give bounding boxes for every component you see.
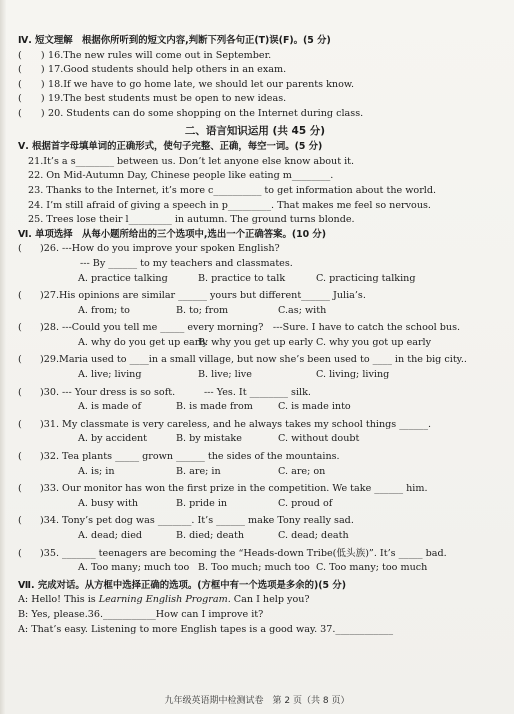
fill-blank-item: 21.It’s a s________ between us. Don’t let anyone else know about it. [28, 155, 355, 167]
option-a: A. is made of [78, 401, 142, 413]
mc-options [18, 304, 492, 319]
mc-question-stem [18, 450, 492, 465]
mc-stem-text: )31. My classmate is very careless, and he always takes my school things ______. [40, 418, 432, 430]
answer-paren: ( [18, 451, 22, 463]
section-v-items [18, 155, 492, 228]
option-b: B. practice to talk [198, 272, 286, 284]
option-c: C. is made into [278, 401, 351, 413]
option-a: A. Too many; much too [78, 562, 190, 574]
mc-options [18, 336, 492, 351]
mc-options [18, 465, 492, 480]
mc-stem-text: )29.Maria used to ____in a small village, but now she’s been used to ____ in the big city.. [40, 354, 467, 366]
section-v-title: Ⅴ. 根据首字母填单词的正确形式，使句子完整、正确，每空一词。(5 分) [18, 141, 323, 153]
option-b: B. are; in [176, 465, 221, 477]
dialogue-text: B: Yes, please.36.___________How can I improve it? [18, 608, 264, 620]
mc-options [18, 497, 492, 512]
dialogue-line [18, 608, 492, 623]
section-vii-title: Ⅶ. 完成对话。从方框中选择正确的选项。(方框中有一个选项是多余的)(5 分) [18, 579, 346, 591]
mc-options [18, 561, 492, 576]
answer-paren: ( ) [18, 93, 45, 105]
mc-stem-text: )28. ---Could you tell me _____ every morning? ---Sure. I have to catch the school bus. [40, 322, 461, 334]
option-c: C. Too many; too much [316, 562, 428, 574]
mc-options [18, 529, 492, 544]
option-b: B. pride in [176, 497, 228, 509]
tf-item-text: 18.If we have to go home late, we should let our parents know. [48, 78, 354, 90]
section-vi-items [18, 242, 492, 578]
mc-question-stem [18, 242, 492, 257]
answer-paren: ( [18, 483, 22, 495]
option-a: A. is; in [78, 465, 115, 477]
answer-paren: ( [18, 386, 22, 398]
dialogue-line [18, 593, 492, 608]
option-c: C.as; with [278, 304, 327, 316]
option-a: A. busy with [78, 497, 139, 509]
mc-options [18, 368, 492, 383]
mc-options [18, 272, 492, 287]
mc-question-stem-2: --- By ______ to my teachers and classmates. [80, 257, 293, 269]
mc-options [18, 432, 492, 447]
answer-paren: ( [18, 322, 22, 334]
answer-paren: ( ) [18, 64, 45, 76]
mc-question-stem [18, 289, 492, 304]
section-vii-items [18, 593, 492, 637]
answer-paren: ( [18, 547, 22, 559]
option-b: B. Too much; much too [198, 562, 310, 574]
option-a: A. practice talking [78, 272, 168, 284]
scan-edge-shadow [0, 0, 6, 714]
mc-question-stem [18, 418, 492, 433]
option-c: C. without doubt [278, 433, 360, 445]
option-a: A. from; to [78, 304, 130, 316]
mc-options [18, 400, 492, 415]
option-c: C. living; living [316, 369, 390, 381]
program-name: Learning English Program [98, 594, 228, 606]
fill-blank-item: 25. Trees lose their l_________ in autumn. The ground turns blonde. [28, 214, 355, 226]
mc-question-stem [18, 514, 492, 529]
tf-item-text: 19.The best students must be open to new ideas. [48, 93, 287, 105]
option-c: C. are; on [278, 465, 326, 477]
mc-question-stem [18, 386, 492, 401]
dialogue-text: . Can I help you? [227, 594, 310, 606]
option-b: B. by mistake [176, 433, 242, 445]
option-b: B. died; death [176, 530, 245, 541]
mc-stem-text: )30. --- Your dress is so soft. --- Yes. It ________ silk. [40, 386, 311, 398]
section-iv-items [18, 49, 492, 122]
mc-stem-text: )27.His opinions are similar ______ yours but different______ Julia’s. [40, 290, 366, 302]
option-b: B. why you get up early [198, 336, 313, 348]
fill-blank-item: 23. Thanks to the Internet, it’s more c__________ to get information about the world. [28, 184, 437, 196]
answer-paren: ( [18, 354, 22, 366]
mc-stem-text: )32. Tea plants _____ grown ______ the sides of the mountains. [40, 451, 340, 463]
answer-paren: ( ) [18, 49, 45, 61]
tf-item [18, 49, 492, 64]
option-b: B. to; from [176, 304, 229, 316]
part2-title: 二、语言知识运用 (共 45 分) [184, 124, 326, 137]
answer-paren: ( [18, 290, 22, 302]
fill-blank-item: 22. On Mid-Autumn Day, Chinese people like eating m________. [28, 170, 334, 182]
dialogue-text: A: That’s easy. Listening to more English tapes is a good way. 37.____________ [18, 623, 393, 635]
tf-item [18, 92, 492, 107]
option-c: C. dead; death [278, 530, 349, 541]
answer-paren: ( [18, 243, 22, 255]
answer-paren: ( ) [18, 107, 45, 119]
tf-item-text: 20. Students can do some shopping on the Internet during class. [48, 107, 364, 119]
option-b: B. is made from [176, 401, 253, 413]
mc-question-stem [18, 482, 492, 497]
answer-paren: ( ) [18, 78, 45, 90]
tf-item-text: 16.The new rules will come out in September. [48, 49, 272, 61]
mc-stem-text: )26. ---How do you improve your spoken English? [40, 243, 280, 255]
fill-blank-item: 24. I’m still afraid of giving a speech in p_________. That makes me feel so nervous. [28, 199, 431, 211]
section-vi-title: Ⅵ. 单项选择 从每小题所给出的三个选项中,选出一个正确答案。(10 分) [18, 228, 327, 240]
mc-question-stem [18, 547, 492, 562]
option-a: A. live; living [78, 369, 142, 381]
tf-item [18, 78, 492, 93]
option-a: A. why do you get up early [78, 336, 208, 348]
dialogue-line [18, 623, 492, 638]
page-footer: 九年级英语期中检测试卷 第 2 页（共 8 页） [164, 696, 350, 706]
mc-question-stem [18, 321, 492, 336]
dialogue-text: A: Hello! This is [18, 594, 99, 606]
answer-paren: ( [18, 515, 22, 527]
option-c: C. proud of [278, 497, 333, 509]
option-a: A. dead; died [78, 530, 143, 541]
option-a: A. by accident [78, 433, 148, 445]
option-c: C. why you got up early [316, 336, 432, 348]
option-b: B. live; live [198, 369, 252, 381]
tf-item [18, 63, 492, 78]
tf-item [18, 107, 492, 122]
answer-paren: ( [18, 418, 22, 430]
option-c: C. practicing talking [316, 272, 416, 284]
mc-stem-text: )33. Our monitor has won the first prize in the competition. We take ______ him. [40, 483, 428, 495]
mc-stem-text: )35. _______ teenagers are becoming the “Heads-down Tribe(低头族)”. It’s _____ bad. [40, 547, 447, 559]
section-iv-title: Ⅳ. 短文理解 根据你所听到的短文内容,判断下列各句正(T)误(F)。(5 分) [18, 35, 331, 46]
mc-stem-text: )34. Tony’s pet dog was _______. It’s ______ make Tony really sad. [40, 515, 354, 527]
tf-item-text: 17.Good students should help others in an exam. [48, 64, 287, 76]
mc-question-stem [18, 353, 492, 368]
